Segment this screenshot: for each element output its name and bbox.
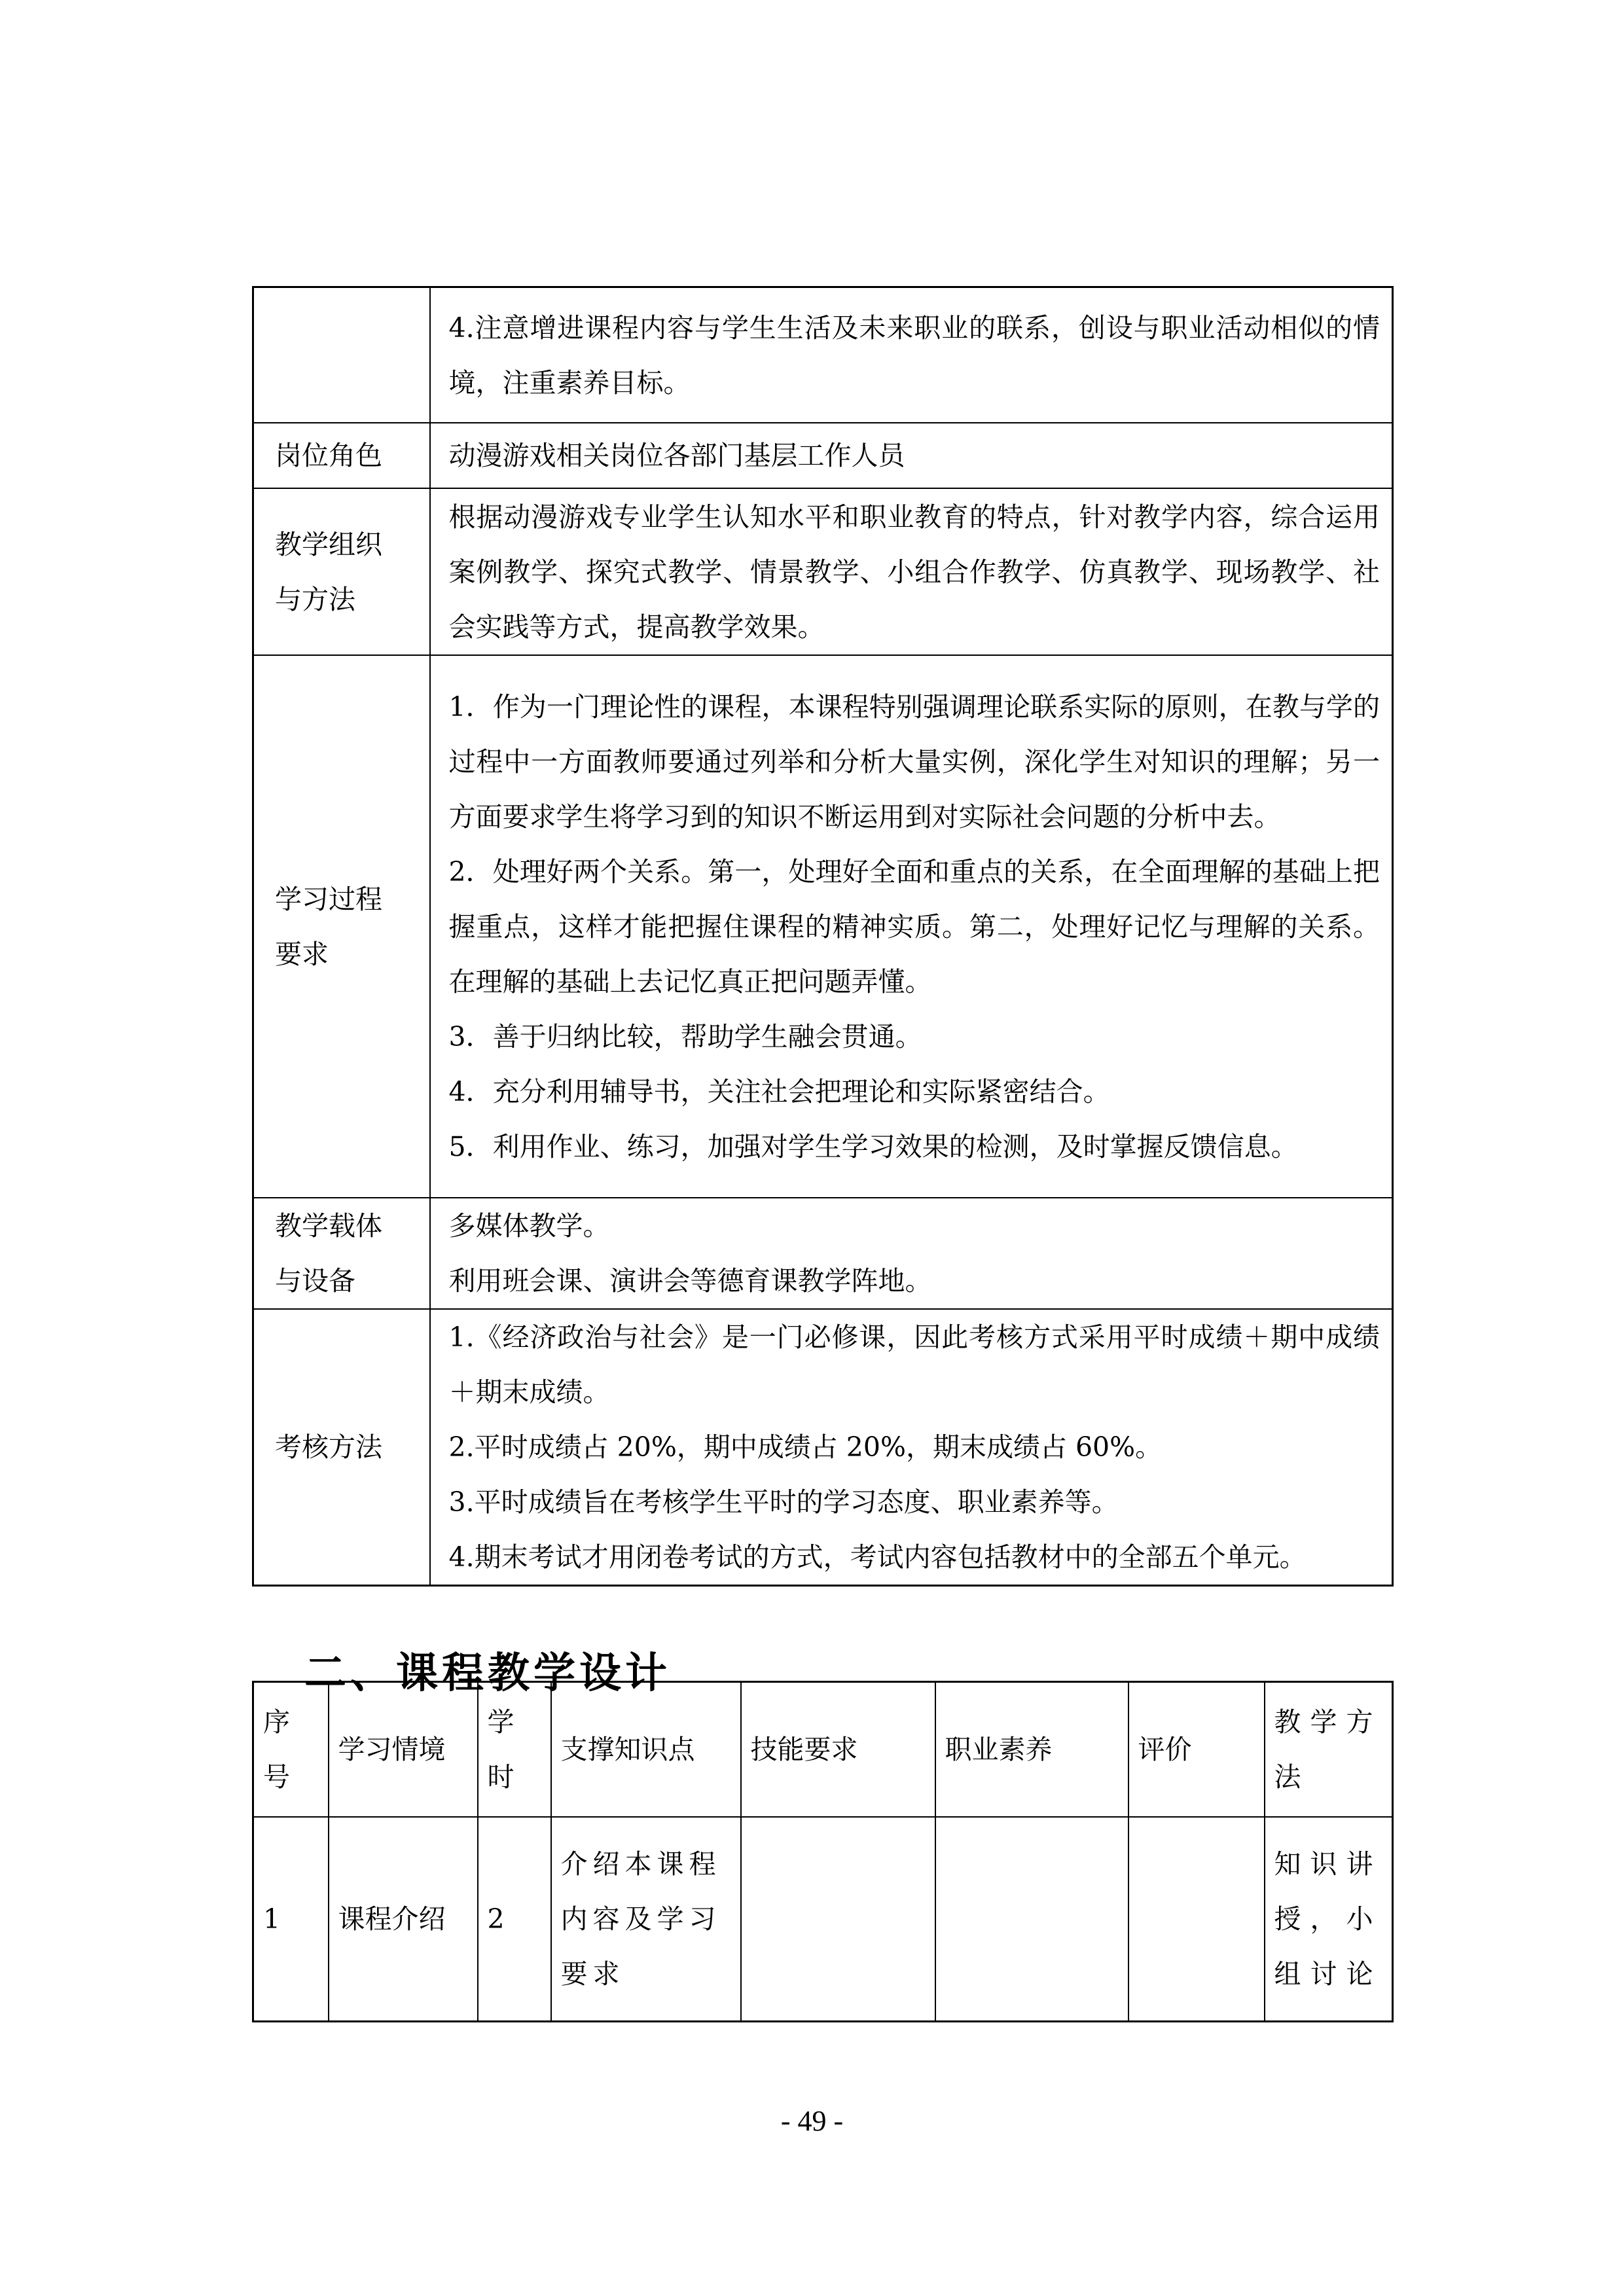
paragraph: 根据动漫游戏专业学生认知水平和职业教育的特点，针对教学内容，综合运用案例教学、探究式教学、情景教学、小组合作教学、仿真教学、现场教学、社会实践等方式，提高教学效果。 xyxy=(448,501,1380,643)
paragraph: 2.平时成绩占 20%，期中成绩占 20%，期末成绩占 60%。 xyxy=(448,1431,1163,1463)
row-content xyxy=(430,423,1393,488)
row-label xyxy=(253,287,430,423)
cell-evaluation xyxy=(1128,1817,1265,2022)
paragraph: 3.平时成绩旨在考核学生平时的学习态度、职业素养等。 xyxy=(448,1486,1119,1518)
table-row xyxy=(253,287,1393,423)
paragraph: 3．善于归纳比较，帮助学生融会贯通。 xyxy=(448,1020,922,1052)
cell-method: 知识讲授，小组讨论 xyxy=(1265,1817,1393,2022)
row-label: 学习过程要求 xyxy=(253,655,430,1198)
section-heading: 二、课程教学设计 xyxy=(304,1649,671,1698)
header-cell-skills: 技能要求 xyxy=(741,1682,935,1818)
paragraph: 4．充分利用辅导书，关注社会把理论和实际紧密结合。 xyxy=(448,1075,1110,1107)
row-content xyxy=(430,1198,1393,1309)
header-cell-literacy: 职业素养 xyxy=(935,1682,1128,1818)
cell-index: 1 xyxy=(253,1817,329,2022)
header-cell-scenario: 学习情境 xyxy=(329,1682,478,1818)
header-row xyxy=(253,1682,1393,1818)
page-number: - 49 - xyxy=(780,2105,844,2137)
row-label: 教学组织与方法 xyxy=(253,488,430,655)
paragraph: 2．处理好两个关系。第一，处理好全面和重点的关系，在全面理解的基础上把握重点，这样才能把握住课程的精神实质。第二，处理好记忆与理解的关系。在理解的基础上去记忆真正把问题弄懂。 xyxy=(448,855,1380,997)
row-content xyxy=(430,287,1393,423)
course-design-table xyxy=(252,1681,1394,2022)
cell-hours: 2 xyxy=(478,1817,551,2022)
paragraph: 5．利用作业、练习，加强对学生学习效果的检测，及时掌握反馈信息。 xyxy=(448,1130,1298,1162)
cell-literacy xyxy=(935,1817,1128,2022)
header-cell-evaluation: 评价 xyxy=(1128,1682,1265,1818)
header-cell-hours: 学时 xyxy=(478,1682,551,1818)
paragraph: 利用班会课、演讲会等德育课教学阵地。 xyxy=(448,1265,932,1297)
paragraph: 动漫游戏相关岗位各部门基层工作人员 xyxy=(448,440,905,471)
paragraph: 多媒体教学。 xyxy=(448,1210,610,1242)
table-row-teaching-organization xyxy=(253,488,1393,655)
table-row xyxy=(253,1817,1393,2022)
table-row-post-role xyxy=(253,423,1393,488)
header-cell-index: 序号 xyxy=(253,1682,329,1818)
table-row-learning-process xyxy=(253,655,1393,1198)
course-requirements-table xyxy=(252,286,1394,1587)
row-content xyxy=(430,655,1393,1198)
row-label: 教学载体与设备 xyxy=(253,1198,430,1309)
paragraph: 4.期末考试才用闭卷考试的方式，考试内容包括教材中的全部五个单元。 xyxy=(448,1541,1307,1573)
header-cell-method: 教学方法 xyxy=(1265,1682,1393,1818)
table-row-assessment xyxy=(253,1309,1393,1586)
row-label: 考核方法 xyxy=(253,1309,430,1586)
cell-skills xyxy=(741,1817,935,2022)
paragraph: 4.注意增进课程内容与学生生活及未来职业的联系，创设与职业活动相似的情境，注重素养目标。 xyxy=(448,312,1380,399)
table-row-teaching-carrier xyxy=(253,1198,1393,1309)
paragraph: 1.《经济政治与社会》是一门必修课，因此考核方式采用平时成绩＋期中成绩＋期末成绩。 xyxy=(448,1321,1380,1408)
cell-scenario: 课程介绍 xyxy=(329,1817,478,2022)
cell-knowledge: 介绍本课程内容及学习要求 xyxy=(551,1817,741,2022)
header-cell-knowledge: 支撑知识点 xyxy=(551,1682,741,1818)
row-label: 岗位角色 xyxy=(253,423,430,488)
row-content xyxy=(430,1309,1393,1586)
row-content xyxy=(430,488,1393,655)
paragraph: 1．作为一门理论性的课程，本课程特别强调理论联系实际的原则，在教与学的过程中一方面教师要通过列举和分析大量实例，深化学生对知识的理解；另一方面要求学生将学习到的知识不断运用到对实际社会问题的分析中去。 xyxy=(448,691,1380,833)
